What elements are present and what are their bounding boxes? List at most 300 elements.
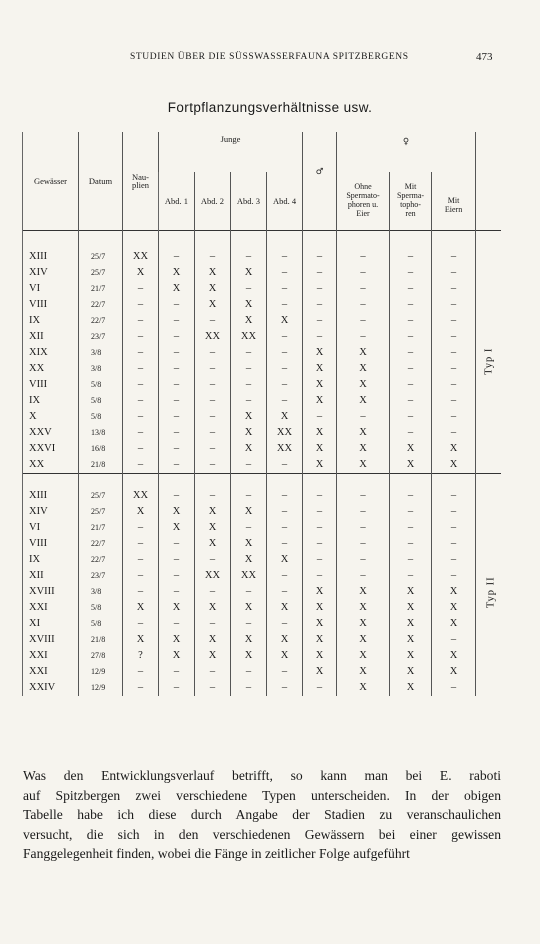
cell-value: X xyxy=(231,297,267,313)
type-label-text: Typ II xyxy=(485,576,497,608)
cell-value: – xyxy=(123,441,159,457)
spacer-cell xyxy=(432,474,476,489)
cell-value: – xyxy=(267,488,303,504)
cell-value: – xyxy=(390,377,432,393)
cell-value: X xyxy=(337,680,390,696)
cell-value: – xyxy=(337,265,390,281)
header-abd4: Abd. 4 xyxy=(267,172,303,231)
cell-value: – xyxy=(159,329,195,345)
table-row xyxy=(23,297,501,313)
cell-value: X xyxy=(337,664,390,680)
cell-value: – xyxy=(303,680,337,696)
cell-datum: 22/7 xyxy=(79,313,123,329)
table-row xyxy=(23,664,501,680)
cell-value: ? xyxy=(123,648,159,664)
cell-value: – xyxy=(267,345,303,361)
spacer-cell xyxy=(231,231,267,250)
cell-value: X xyxy=(159,504,195,520)
cell-value: X xyxy=(231,552,267,568)
table-row xyxy=(23,536,501,552)
spacer-cell xyxy=(123,231,159,250)
cell-value: XX xyxy=(123,488,159,504)
cell-value: – xyxy=(123,664,159,680)
cell-value: – xyxy=(303,504,337,520)
cell-value: X xyxy=(267,409,303,425)
cell-value: – xyxy=(195,313,231,329)
cell-value: – xyxy=(159,664,195,680)
cell-value: X xyxy=(337,616,390,632)
cell-value: – xyxy=(267,568,303,584)
cell-value: X xyxy=(303,648,337,664)
cell-value: X xyxy=(231,313,267,329)
cell-gewaesser: XIII xyxy=(23,488,79,504)
cell-value: – xyxy=(231,377,267,393)
cell-value: – xyxy=(267,680,303,696)
spacer-cell xyxy=(123,474,159,489)
cell-datum: 21/7 xyxy=(79,520,123,536)
table-row xyxy=(23,488,501,504)
cell-value: X xyxy=(267,552,303,568)
cell-datum: 5/8 xyxy=(79,393,123,409)
cell-value: X xyxy=(337,648,390,664)
cell-value: – xyxy=(337,313,390,329)
cell-datum: 25/7 xyxy=(79,249,123,265)
cell-value: – xyxy=(267,664,303,680)
cell-value: X xyxy=(303,457,337,474)
cell-value: – xyxy=(390,393,432,409)
cell-gewaesser: VIII xyxy=(23,377,79,393)
spacer-cell xyxy=(195,231,231,250)
table-row xyxy=(23,648,501,664)
cell-gewaesser: XX xyxy=(23,361,79,377)
spacer-cell xyxy=(159,231,195,250)
cell-value: X xyxy=(231,265,267,281)
cell-gewaesser: IX xyxy=(23,393,79,409)
cell-value: – xyxy=(267,520,303,536)
cell-value: – xyxy=(432,520,476,536)
cell-value: – xyxy=(432,249,476,265)
cell-gewaesser: XXIV xyxy=(23,680,79,696)
table-row xyxy=(23,329,501,345)
cell-value: – xyxy=(303,488,337,504)
cell-value: X xyxy=(337,584,390,600)
cell-value: XX xyxy=(267,425,303,441)
cell-value: X xyxy=(231,409,267,425)
cell-value: X xyxy=(390,457,432,474)
cell-value: X xyxy=(195,648,231,664)
cell-value: XX xyxy=(267,441,303,457)
cell-value: X xyxy=(390,648,432,664)
cell-value: XX xyxy=(123,249,159,265)
table-row xyxy=(23,441,501,457)
cell-value: – xyxy=(159,441,195,457)
cell-value: XX xyxy=(231,568,267,584)
cell-value: – xyxy=(337,504,390,520)
spacer-cell xyxy=(303,474,337,489)
cell-value: – xyxy=(195,377,231,393)
cell-value: – xyxy=(432,536,476,552)
cell-datum: 22/7 xyxy=(79,536,123,552)
cell-value: X xyxy=(337,345,390,361)
cell-value: – xyxy=(303,552,337,568)
cell-value: X xyxy=(390,664,432,680)
cell-value: X xyxy=(337,393,390,409)
cell-value: – xyxy=(195,457,231,474)
cell-value: – xyxy=(390,265,432,281)
cell-value: – xyxy=(267,584,303,600)
cell-gewaesser: XII xyxy=(23,568,79,584)
cell-value: X xyxy=(303,616,337,632)
cell-value: – xyxy=(231,584,267,600)
cell-value: – xyxy=(123,616,159,632)
cell-value: – xyxy=(432,632,476,648)
cell-value: X xyxy=(123,504,159,520)
cell-value: – xyxy=(123,536,159,552)
cell-value: X xyxy=(432,664,476,680)
cell-value: – xyxy=(303,313,337,329)
cell-value: X xyxy=(390,600,432,616)
cell-value: X xyxy=(432,441,476,457)
table-row xyxy=(23,600,501,616)
header-ohne: Ohne Spermato- phoren u. Eier xyxy=(337,172,390,231)
cell-value: X xyxy=(303,441,337,457)
cell-value: – xyxy=(123,329,159,345)
cell-value: – xyxy=(432,313,476,329)
cell-value: X xyxy=(390,441,432,457)
typ2-body xyxy=(23,474,501,697)
cell-value: – xyxy=(303,409,337,425)
cell-value: – xyxy=(432,297,476,313)
cell-value: – xyxy=(337,329,390,345)
cell-gewaesser: XXVI xyxy=(23,441,79,457)
table-row xyxy=(23,520,501,536)
cell-value: – xyxy=(390,536,432,552)
cell-value: X xyxy=(195,265,231,281)
cell-value: – xyxy=(123,297,159,313)
cell-datum: 21/7 xyxy=(79,281,123,297)
header-male: ♂ xyxy=(303,132,337,231)
cell-value: – xyxy=(267,329,303,345)
cell-value: – xyxy=(390,345,432,361)
cell-value: X xyxy=(390,632,432,648)
cell-value: – xyxy=(337,249,390,265)
cell-gewaesser: XIII xyxy=(23,249,79,265)
cell-value: XX xyxy=(231,329,267,345)
table-row xyxy=(23,281,501,297)
cell-value: X xyxy=(231,425,267,441)
cell-value: – xyxy=(337,552,390,568)
cell-value: – xyxy=(195,664,231,680)
cell-value: X xyxy=(337,441,390,457)
cell-datum: 23/7 xyxy=(79,329,123,345)
cell-gewaesser: XXI xyxy=(23,664,79,680)
spacer-cell xyxy=(23,474,79,489)
cell-value: X xyxy=(337,377,390,393)
cell-gewaesser: XVIII xyxy=(23,632,79,648)
cell-gewaesser: XXI xyxy=(23,600,79,616)
cell-value: X xyxy=(303,425,337,441)
cell-value: – xyxy=(267,361,303,377)
cell-value: – xyxy=(123,552,159,568)
cell-value: – xyxy=(231,488,267,504)
cell-value: – xyxy=(159,297,195,313)
table-row xyxy=(23,504,501,520)
header-nauplien-text: Nau- plien xyxy=(132,171,149,190)
cell-datum: 5/8 xyxy=(79,377,123,393)
cell-value: – xyxy=(123,393,159,409)
table-row xyxy=(23,568,501,584)
cell-value: X xyxy=(195,281,231,297)
cell-datum: 27/8 xyxy=(79,648,123,664)
cell-value: – xyxy=(267,536,303,552)
cell-value: – xyxy=(159,616,195,632)
cell-value: – xyxy=(432,281,476,297)
cell-value: – xyxy=(123,568,159,584)
cell-value: X xyxy=(159,520,195,536)
cell-value: X xyxy=(432,457,476,474)
cell-datum: 22/7 xyxy=(79,297,123,313)
cell-value: – xyxy=(195,616,231,632)
cell-value: – xyxy=(432,552,476,568)
spacer-cell xyxy=(390,474,432,489)
cell-datum: 16/8 xyxy=(79,441,123,457)
spacer-cell xyxy=(476,474,501,489)
type-label xyxy=(476,249,501,474)
cell-value: – xyxy=(390,520,432,536)
cell-value: – xyxy=(231,361,267,377)
cell-gewaesser: VIII xyxy=(23,536,79,552)
cell-value: X xyxy=(195,504,231,520)
cell-value: – xyxy=(432,409,476,425)
cell-value: – xyxy=(432,425,476,441)
header-abd3: Abd. 3 xyxy=(231,172,267,231)
cell-value: – xyxy=(390,409,432,425)
cell-value: – xyxy=(390,249,432,265)
table-row xyxy=(23,393,501,409)
cell-value: – xyxy=(123,377,159,393)
paragraph-line: Was den Entwicklungsverlauf betrifft, so kann man bei E. raboti xyxy=(23,768,501,783)
cell-value: X xyxy=(159,281,195,297)
header-typ-col xyxy=(476,132,501,231)
cell-value: – xyxy=(195,584,231,600)
table-row xyxy=(23,680,501,696)
type-label-text: Typ I xyxy=(483,347,495,375)
cell-value: X xyxy=(195,632,231,648)
cell-gewaesser: XI xyxy=(23,616,79,632)
cell-value: X xyxy=(432,648,476,664)
cell-value: X xyxy=(303,632,337,648)
cell-value: – xyxy=(303,520,337,536)
cell-value: – xyxy=(159,377,195,393)
cell-value: – xyxy=(159,249,195,265)
cell-value: – xyxy=(231,664,267,680)
cell-gewaesser: XXV xyxy=(23,425,79,441)
spacer-cell xyxy=(303,231,337,250)
cell-value: – xyxy=(303,536,337,552)
cell-value: XX xyxy=(195,329,231,345)
cell-datum: 22/7 xyxy=(79,552,123,568)
spacer-cell xyxy=(23,231,79,250)
cell-value: X xyxy=(231,441,267,457)
cell-value: – xyxy=(195,249,231,265)
cell-value: X xyxy=(303,361,337,377)
cell-value: X xyxy=(337,457,390,474)
cell-value: – xyxy=(303,249,337,265)
spacer-cell xyxy=(195,474,231,489)
cell-value: – xyxy=(195,488,231,504)
cell-datum: 5/8 xyxy=(79,616,123,632)
cell-datum: 3/8 xyxy=(79,584,123,600)
cell-gewaesser: X xyxy=(23,409,79,425)
cell-value: – xyxy=(390,361,432,377)
cell-datum: 3/8 xyxy=(79,345,123,361)
cell-gewaesser: IX xyxy=(23,552,79,568)
cell-value: – xyxy=(390,568,432,584)
cell-value: – xyxy=(267,616,303,632)
cell-value: X xyxy=(159,648,195,664)
cell-value: – xyxy=(390,313,432,329)
cell-value: X xyxy=(267,648,303,664)
cell-value: – xyxy=(337,297,390,313)
cell-value: – xyxy=(267,281,303,297)
header-nauplien xyxy=(123,132,159,231)
cell-value: X xyxy=(195,297,231,313)
cell-value: – xyxy=(390,488,432,504)
cell-value: X xyxy=(123,600,159,616)
cell-value: X xyxy=(390,584,432,600)
header-mit-eiern: Mit Eiern xyxy=(432,172,476,231)
cell-value: – xyxy=(231,616,267,632)
cell-datum: 21/8 xyxy=(79,632,123,648)
table-row xyxy=(23,425,501,441)
cell-value: X xyxy=(432,584,476,600)
cell-value: X xyxy=(267,313,303,329)
header-gewaesser: Gewässer xyxy=(23,132,79,231)
cell-value: X xyxy=(390,616,432,632)
cell-value: – xyxy=(159,313,195,329)
cell-value: – xyxy=(159,425,195,441)
cell-datum: 12/9 xyxy=(79,680,123,696)
cell-value: – xyxy=(432,345,476,361)
spacer-cell xyxy=(231,474,267,489)
cell-value: X xyxy=(231,536,267,552)
cell-value: – xyxy=(337,409,390,425)
cell-value: – xyxy=(159,680,195,696)
cell-value: – xyxy=(432,329,476,345)
cell-value: – xyxy=(267,249,303,265)
cell-value: – xyxy=(432,504,476,520)
cell-value: – xyxy=(123,680,159,696)
header-female: ♀ xyxy=(337,132,476,172)
spacer-cell xyxy=(79,474,123,489)
cell-datum: 13/8 xyxy=(79,425,123,441)
paragraph-line: auf Spitzbergen zwei verschiedene Typen unterscheiden. In der obigen xyxy=(23,787,501,803)
cell-value: – xyxy=(195,680,231,696)
cell-gewaesser: XIV xyxy=(23,504,79,520)
spacer-cell xyxy=(159,474,195,489)
table-row xyxy=(23,249,501,265)
cell-value: – xyxy=(267,457,303,474)
cell-value: X xyxy=(432,600,476,616)
spacer-cell xyxy=(390,231,432,250)
cell-gewaesser: VIII xyxy=(23,297,79,313)
cell-value: – xyxy=(123,520,159,536)
table-row xyxy=(23,616,501,632)
cell-gewaesser: VI xyxy=(23,281,79,297)
cell-value: – xyxy=(432,377,476,393)
cell-gewaesser: XXI xyxy=(23,648,79,664)
cell-value: – xyxy=(123,425,159,441)
cell-datum: 25/7 xyxy=(79,504,123,520)
cell-value: – xyxy=(231,393,267,409)
cell-gewaesser: IX xyxy=(23,313,79,329)
cell-value: X xyxy=(231,504,267,520)
cell-value: X xyxy=(303,600,337,616)
table-row xyxy=(23,584,501,600)
cell-value: X xyxy=(337,600,390,616)
cell-value: – xyxy=(231,249,267,265)
cell-value: – xyxy=(432,488,476,504)
cell-value: X xyxy=(337,425,390,441)
cell-value: – xyxy=(159,552,195,568)
cell-value: X xyxy=(267,632,303,648)
spacer-cell xyxy=(267,474,303,489)
cell-value: – xyxy=(159,488,195,504)
cell-value: X xyxy=(337,361,390,377)
cell-value: X xyxy=(303,345,337,361)
cell-value: – xyxy=(337,568,390,584)
paragraph-line: Tabelle habe ich diese durch Angabe der Stadien zu veranschaulichen xyxy=(23,807,501,822)
cell-gewaesser: XX xyxy=(23,457,79,474)
table-row xyxy=(23,265,501,281)
cell-value: X xyxy=(231,600,267,616)
cell-value: X xyxy=(195,600,231,616)
cell-value: – xyxy=(337,536,390,552)
cell-value: – xyxy=(267,297,303,313)
cell-value: – xyxy=(159,536,195,552)
cell-value: X xyxy=(231,632,267,648)
cell-value: – xyxy=(195,345,231,361)
cell-value: – xyxy=(390,425,432,441)
table-row xyxy=(23,313,501,329)
header-junge: Junge xyxy=(159,132,303,172)
cell-gewaesser: VI xyxy=(23,520,79,536)
spacer-cell xyxy=(432,231,476,250)
cell-value: X xyxy=(337,632,390,648)
cell-value: – xyxy=(195,552,231,568)
table-row xyxy=(23,552,501,568)
body-paragraph xyxy=(23,766,501,864)
spacer-cell xyxy=(337,231,390,250)
spacer-cell xyxy=(337,474,390,489)
cell-datum: 12/9 xyxy=(79,664,123,680)
cell-value: X xyxy=(123,265,159,281)
cell-value: – xyxy=(303,265,337,281)
cell-value: X xyxy=(195,536,231,552)
table-title: Fortpflanzungsverhältnisse usw. xyxy=(167,100,373,115)
header-abd2: Abd. 2 xyxy=(195,172,231,231)
type-label xyxy=(476,488,501,696)
spacer-cell xyxy=(79,231,123,250)
cell-datum: 21/8 xyxy=(79,457,123,474)
cell-value: – xyxy=(303,297,337,313)
cell-value: – xyxy=(390,297,432,313)
cell-value: X xyxy=(159,632,195,648)
cell-value: – xyxy=(123,313,159,329)
spacer-cell xyxy=(267,231,303,250)
header-abd1: Abd. 1 xyxy=(159,172,195,231)
cell-value: – xyxy=(159,393,195,409)
